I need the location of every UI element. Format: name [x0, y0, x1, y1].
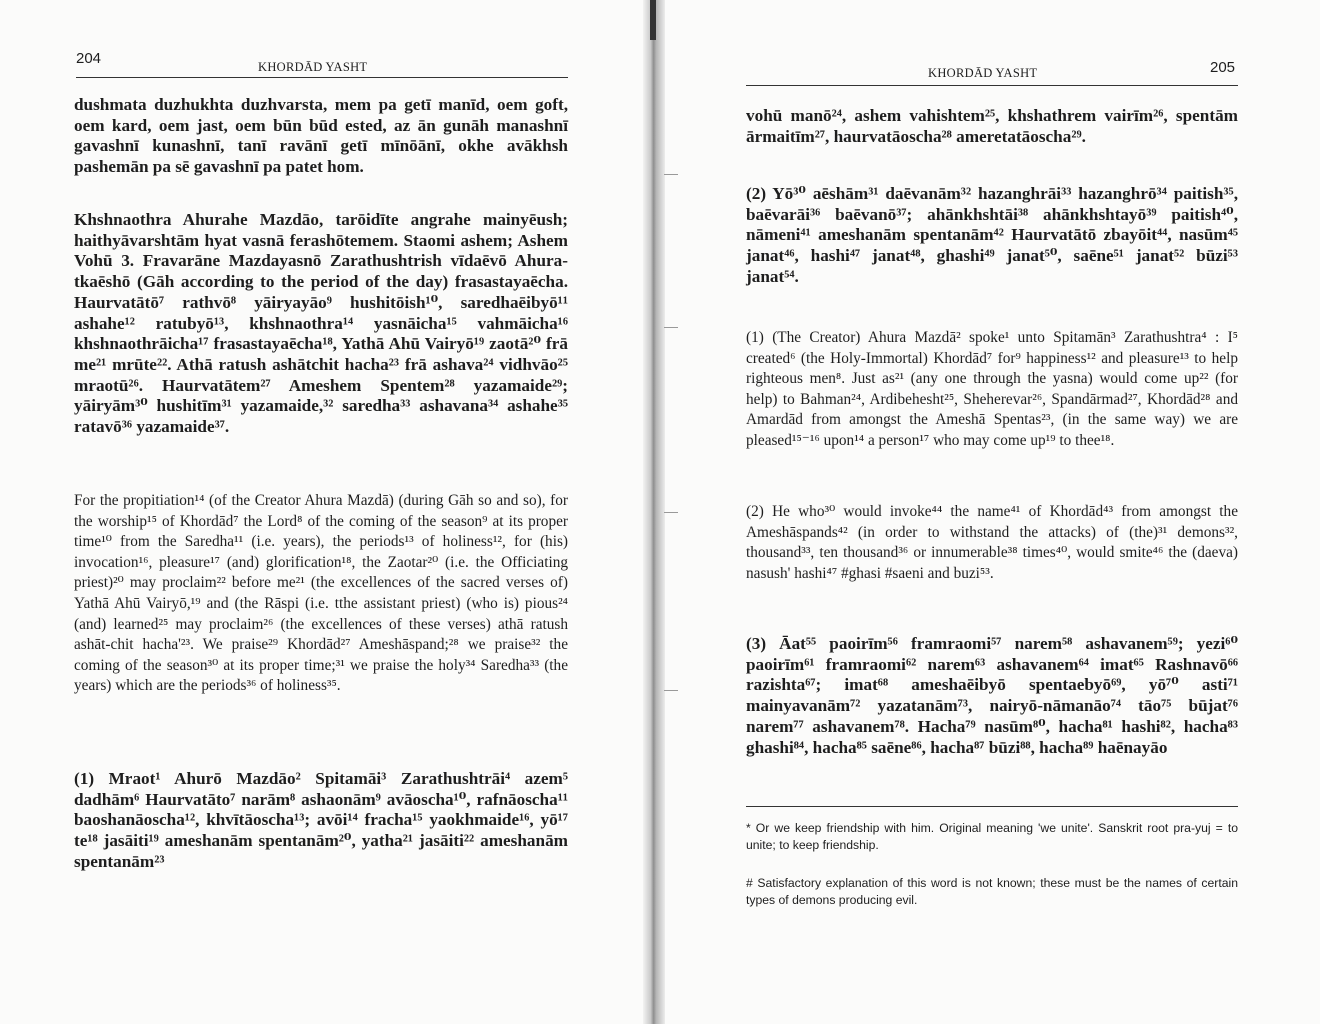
margin-mark [664, 512, 678, 513]
paragraph-translation-2: (2) He who³⁰ would invoke⁴⁴ the name⁴¹ of Khordād⁴³ from amongst the Ameshāspands⁴² (in order to withstand the attacks) of (the)³¹ demons³², thousand³³, ten thousand³⁶ or innumerable³⁸ times⁴⁰, would smite⁴⁶ the (daeva) nasush' hashi⁴⁷ #ghasi #saeni and buzi⁵³. [746, 503, 1238, 582]
page-number: 205 [1210, 59, 1236, 76]
paragraph-translation-1: (1) (The Creator) Ahura Mazdā² spoke¹ unto Spitamān³ Zarathushtra⁴ : I⁵ created⁶ (the Holy-Immortal) Khordād⁷ for⁹ happiness¹² and pleasure¹³ to help righteous men⁸. Just as²¹ (any one through the yasna) would come up²² (for help) to Bahman²⁴, Ardibehesht²⁵, Sheherevar²⁶, Spandārmad²⁷, Khordād²⁸ and Amardād from amongst the Ameshā Spentas²³, (in the same way) we are pleased¹⁵⁻¹⁶ upon¹⁴ a person¹⁷ who may come up¹⁹ to thee¹⁸. [746, 329, 1238, 449]
margin-mark [664, 327, 678, 328]
paragraph-avesta-opening: Khshnaothra Ahurahe Mazdāo, tarōidīte angrahe mainyēush; haithyāvarshtām hyat vasnā ferashōtemem. Staomi ashem; Ashem Vohū 3. Fravarāne Mazdayasnō Zarathushtrish vīdaēvō Ahura-tkaēshō (Gāh according to the period of the day) frasastayaēcha. Haurvatātō⁷ rathvō⁸ yāiryayāo⁹ hushitōish¹⁰, saredhaēibyō¹¹ ashahe¹² ratubyō¹³, khshnaothra¹⁴ yasnāicha¹⁵ vahmāicha¹⁶ khshnaothrāicha¹⁷ frasastayaēcha¹⁸, Yathā Ahū Vairyō¹⁹ zaotā²⁰ frā me²¹ mrūte²². Athā ratush ashātchit hacha²³ frā ashava²⁴ vidhvāo²⁵ mraotū²⁶. Haurvatātem²⁷ Ameshem Spentem²⁸ yazamaide²⁹; yāiryām³⁰ hushitīm³¹ yazamaide,³² saredha³³ ashavana³⁴ ashahe³⁵ ratavō³⁶ yazamaide³⁷. [74, 210, 568, 437]
paragraph-verse-3: (3) Āat⁵⁵ paoirīm⁵⁶ framraomi⁵⁷ narem⁵⁸ ashavanem⁵⁹; yezi⁶⁰ paoirīm⁶¹ framraomi⁶² narem⁶³ ashavanem⁶⁴ imat⁶⁵ Rashnavō⁶⁶ razishta⁶⁷; imat⁶⁸ ameshaēibyō spentaebyō⁶⁹, yō⁷⁰ asti⁷¹ mainyavanām⁷² yazatanām⁷³, nairyō-nāmanāo⁷⁴ tāo⁷⁵ būjat⁷⁶ narem⁷⁷ ashavanem⁷⁸. Hacha⁷⁹ nasūm⁸⁰, hacha⁸¹ hashi⁸², hacha⁸³ ghashi⁸⁴, hacha⁸⁵ saēne⁸⁶, hacha⁸⁷ būzi⁸⁸, hacha⁸⁹ haēnayāo [746, 634, 1238, 757]
right-page [660, 0, 1320, 1024]
left-page [0, 0, 648, 1024]
running-head: KHORDĀD YASHT [258, 60, 368, 74]
footnote: * Or we keep friendship with him. Original meaning 'we unite'. Sanskrit root pra-yuj = to unite; to keep friendship. [746, 821, 1238, 852]
paragraph-pazand: dushmata duzhukhta duzhvarsta, mem pa getī manīd, oem goft, oem kard, oem jast, oem būn būd ested, az ān gunāh manashnī gavashnī kunashnī, tanī ravānī getī mīnōānī, okhe avākhsh pashemān pa sē gavashnī pa patet hom. [74, 95, 568, 177]
paragraph-verse-2: (2) Yō³⁰ aēshām³¹ daēvanām³² hazanghrāi³³ hazanghrō³⁴ paitish³⁵, baēvarāi³⁶ baēvanō³⁷; ahānkhshtāi³⁸ ahānkhshtayō³⁹ paitish⁴⁰, nāmeni⁴¹ ameshanām spentanām⁴² Haurvatātō zbayōit⁴⁴, nasūm⁴⁵ janat⁴⁶, hashi⁴⁷ janat⁴⁸, ghashi⁴⁹ janat⁵⁰, saēne⁵¹ janat⁵² būzi⁵³ janat⁵⁴. [746, 184, 1238, 286]
footnote-rule [746, 806, 1238, 807]
margin-mark [664, 690, 678, 691]
paragraph-translation: For the propitiation¹⁴ (of the Creator Ahura Mazdā) (during Gāh so and so), for the worship¹⁵ of Khordād⁷ the Lord⁸ of the coming of the season⁹ at its proper time¹⁰ from the Saredha¹¹ (i.e. years), the periods¹³ of holiness¹², for (his) invocation¹⁶, pleasure¹⁷ (and) glorification¹⁸, the Zaotar²⁰ (i.e. the Officiating priest)²⁰ may proclaim²² before me²¹ (the excellences of the sacred verses of) Yathā Ahū Vairyō,¹⁹ and (the Rāspi (i.e. tthe assistant priest) (who is) pious²⁴ (and) learned²⁵ may proclaim²⁶ (the excellences of these verses) athā ratush ashāt-chit hacha'²³. We praise²⁹ Khordād²⁷ Ameshāspand;²⁸ we praise³² the coming of the season³⁰ at its proper time;³¹ we praise the holy³⁴ Saredha³³ (the years) which are the periods³⁶ of holiness³⁵. [74, 492, 568, 695]
header-rule [76, 77, 568, 78]
paragraph-verse-1: (1) Mraot¹ Ahurō Mazdāo² Spitamāi³ Zarathushtrāi⁴ azem⁵ dadhām⁶ Haurvatāto⁷ narām⁸ ashaonām⁹ avāoscha¹⁰, rafnāoscha¹¹ baoshanāoscha¹², khvītāoscha¹³; avōi¹⁴ fracha¹⁵ yaokhmaide¹⁶, yō¹⁷ te¹⁸ jasāiti¹⁹ ameshanām spentanām²⁰, yatha²¹ jasāiti²² ameshanām spentanām²³ [74, 769, 568, 871]
header-rule [746, 85, 1238, 86]
margin-mark [664, 174, 678, 175]
running-head: KHORDĀD YASHT [928, 66, 1038, 80]
footnote: # Satisfactory explanation of this word is not known; these must be the names of certain types of demons producing evil. [746, 876, 1238, 907]
paragraph-verse-1-cont: vohū manō²⁴, ashem vahishtem²⁵, khshathrem vairīm²⁶, spentām ārmaitīm²⁷, haurvatāoscha²⁸ ameretatāoscha²⁹. [746, 106, 1238, 146]
page-number: 204 [76, 50, 102, 67]
